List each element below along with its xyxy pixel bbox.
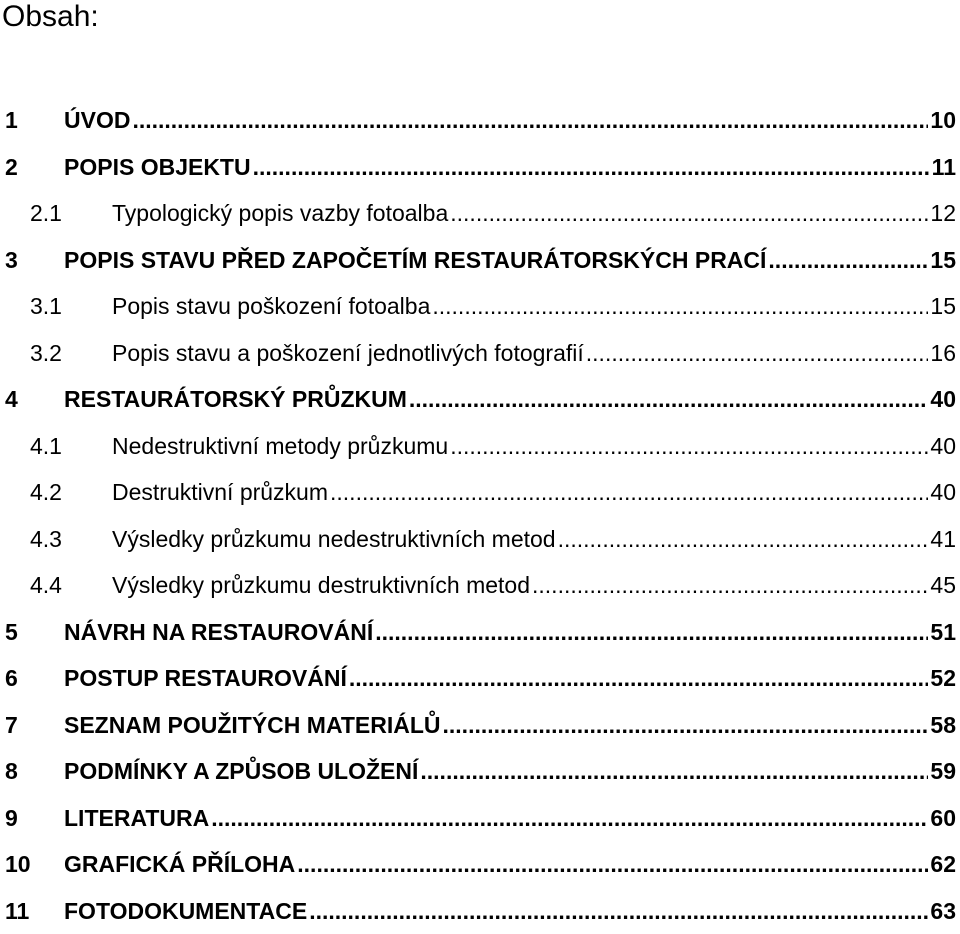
toc-entry[interactable] [0, 330, 960, 377]
toc-entry-number: 10 [0, 841, 64, 888]
toc-entry-number: 9 [0, 795, 64, 842]
toc-entry-number: 11 [0, 888, 64, 934]
toc-entry-label: RESTAURÁTORSKÝ PRŮZKUM [64, 376, 407, 423]
toc-entry[interactable] [0, 841, 960, 888]
toc-entry-label: Výsledky průzkumu destruktivních metod [112, 562, 530, 609]
toc-entry-number: 7 [0, 702, 64, 749]
toc-entry-number: 3.2 [0, 330, 112, 377]
toc-entry[interactable] [0, 376, 960, 423]
dot-leader [443, 702, 929, 749]
dot-leader [558, 516, 929, 563]
toc-entry[interactable] [0, 144, 960, 191]
toc-entry-number: 8 [0, 748, 64, 795]
dot-leader [253, 144, 930, 191]
toc-entry-label: Popis stavu poškození fotoalba [112, 283, 430, 330]
toc-entry-label: GRAFICKÁ PŘÍLOHA [64, 841, 295, 888]
toc-entry[interactable] [0, 562, 960, 609]
toc-entry[interactable] [0, 609, 960, 656]
toc-entry[interactable] [0, 702, 960, 749]
toc-entry-page: 45 [930, 562, 960, 609]
toc-entry-number: 4.1 [0, 423, 112, 470]
toc-entry-page: 59 [930, 748, 960, 795]
toc-entry[interactable] [0, 888, 960, 934]
toc-entry[interactable] [0, 237, 960, 284]
toc-entry-label: NÁVRH NA RESTAUROVÁNÍ [64, 609, 373, 656]
toc-entry[interactable] [0, 423, 960, 470]
toc-entry[interactable] [0, 748, 960, 795]
dot-leader [586, 330, 929, 377]
dot-leader [450, 423, 928, 470]
toc-entry-label: PODMÍNKY A ZPŮSOB ULOŽENÍ [64, 748, 418, 795]
toc-entry[interactable] [0, 469, 960, 516]
dot-leader [211, 795, 928, 842]
dot-leader [532, 562, 928, 609]
toc-entry-label: POPIS STAVU PŘED ZAPOČETÍM RESTAURÁTORSKÝCH PRACÍ [64, 237, 766, 284]
dot-leader [330, 469, 928, 516]
toc-entry-page: 52 [930, 655, 960, 702]
dot-leader [768, 237, 928, 284]
toc-entry-label: ÚVOD [64, 97, 130, 144]
toc-entry-label: POSTUP RESTAUROVÁNÍ [64, 655, 347, 702]
toc-entry-page: 40 [930, 376, 960, 423]
toc-entry-page: 62 [930, 841, 960, 888]
toc-entry-page: 11 [932, 144, 960, 191]
toc-entry-label: Destruktivní průzkum [112, 469, 328, 516]
toc-entry[interactable] [0, 655, 960, 702]
toc-entry-page: 41 [930, 516, 960, 563]
toc-entry-page: 51 [930, 609, 960, 656]
dot-leader [375, 609, 928, 656]
toc-entry[interactable] [0, 97, 960, 144]
toc-entry-page: 58 [930, 702, 960, 749]
toc-entry-number: 4.2 [0, 469, 112, 516]
toc-entry-label: SEZNAM POUŽITÝCH MATERIÁLŮ [64, 702, 441, 749]
toc-entry-number: 3 [0, 237, 64, 284]
toc-title: Obsah: [2, 0, 99, 34]
toc-entry-number: 2.1 [0, 190, 112, 237]
dot-leader [432, 283, 928, 330]
toc-entry-number: 5 [0, 609, 64, 656]
toc-entry-page: 16 [930, 330, 960, 377]
dot-leader [450, 190, 928, 237]
toc-entry-label: Typologický popis vazby fotoalba [112, 190, 448, 237]
toc-entry-number: 4.4 [0, 562, 112, 609]
toc-entry[interactable] [0, 516, 960, 563]
toc-list [0, 97, 960, 934]
toc-entry-page: 15 [930, 283, 960, 330]
toc-entry-number: 4 [0, 376, 64, 423]
dot-leader [409, 376, 929, 423]
toc-entry-number: 3.1 [0, 283, 112, 330]
toc-entry-label: POPIS OBJEKTU [64, 144, 251, 191]
toc-entry-page: 63 [930, 888, 960, 934]
toc-entry-page: 12 [930, 190, 960, 237]
dot-leader [349, 655, 929, 702]
toc-entry-page: 40 [930, 469, 960, 516]
dot-leader [309, 888, 928, 934]
toc-entry-page: 40 [930, 423, 960, 470]
dot-leader [132, 97, 928, 144]
toc-entry-label: Výsledky průzkumu nedestruktivních metod [112, 516, 556, 563]
toc-entry-label: Popis stavu a poškození jednotlivých fotografií [112, 330, 584, 377]
toc-entry[interactable] [0, 795, 960, 842]
toc-entry-number: 4.3 [0, 516, 112, 563]
toc-entry-number: 2 [0, 144, 64, 191]
dot-leader [297, 841, 928, 888]
dot-leader [420, 748, 928, 795]
toc-entry-label: LITERATURA [64, 795, 209, 842]
toc-entry-page: 15 [930, 237, 960, 284]
toc-entry-page: 10 [930, 97, 960, 144]
toc-entry-number: 6 [0, 655, 64, 702]
toc-entry-label: FOTODOKUMENTACE [64, 888, 307, 934]
toc-entry-label: Nedestruktivní metody průzkumu [112, 423, 448, 470]
toc-entry-number: 1 [0, 97, 64, 144]
toc-entry[interactable] [0, 283, 960, 330]
toc-entry[interactable] [0, 190, 960, 237]
toc-entry-page: 60 [930, 795, 960, 842]
